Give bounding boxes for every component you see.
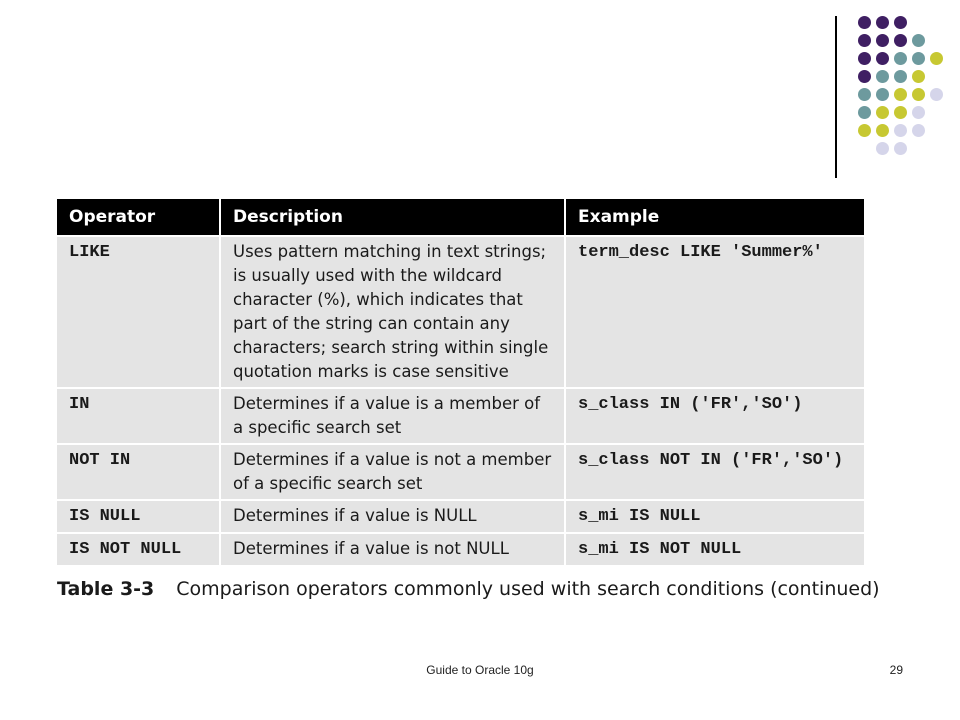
decorative-dot (858, 106, 871, 119)
table-caption (57, 578, 917, 600)
decorative-dot (876, 88, 889, 101)
example-cell: s_class IN ('FR','SO') (565, 388, 864, 444)
decorative-dot (912, 88, 925, 101)
example-cell: s_class NOT IN ('FR','SO') (565, 444, 864, 500)
decorative-dot (876, 70, 889, 83)
decorative-dot (912, 52, 925, 65)
decorative-dot (894, 142, 907, 155)
header-operator: Operator (57, 199, 220, 236)
page-number: 29 (889, 663, 903, 677)
decorative-dot (876, 52, 889, 65)
decorative-dot (876, 106, 889, 119)
table-row (57, 236, 864, 388)
description-cell: Uses pattern matching in text strings; is usually used with the wildcard character (%), which indicates that part of the string can contain any characters; search string within single quotation marks is case sensitive (220, 236, 565, 388)
caption-label: Table 3-3 (57, 578, 155, 600)
decorative-dot (858, 52, 871, 65)
decorative-dot (930, 52, 943, 65)
decorative-dot (858, 124, 871, 137)
decorative-dot (912, 106, 925, 119)
description-cell: Determines if a value is not NULL (220, 533, 565, 565)
decorative-dot (912, 124, 925, 137)
table-row (57, 388, 864, 444)
decorative-dot (858, 34, 871, 47)
decorative-dot (894, 52, 907, 65)
table-row (57, 533, 864, 565)
table-row (57, 444, 864, 500)
operator-cell: IS NULL (57, 500, 220, 533)
table-row (57, 500, 864, 533)
description-cell: Determines if a value is a member of a specific search set (220, 388, 565, 444)
description-cell: Determines if a value is not a member of a specific search set (220, 444, 565, 500)
decorative-dot (894, 16, 907, 29)
operator-cell: IS NOT NULL (57, 533, 220, 565)
decorative-dot (876, 124, 889, 137)
decorative-dot (876, 16, 889, 29)
caption-text: Comparison operators commonly used with search conditions (continued) (176, 578, 880, 600)
decorative-dot (894, 88, 907, 101)
table-header-row (57, 199, 864, 236)
header-description: Description (220, 199, 565, 236)
decorative-dot (894, 106, 907, 119)
decorative-dot (876, 142, 889, 155)
decorative-vertical-line (835, 16, 837, 178)
example-cell: term_desc LIKE 'Summer%' (565, 236, 864, 388)
comparison-operators-table (57, 199, 864, 565)
decorative-dot (912, 70, 925, 83)
decorative-dot (930, 88, 943, 101)
example-cell: s_mi IS NOT NULL (565, 533, 864, 565)
decorative-dot (912, 34, 925, 47)
description-cell: Determines if a value is NULL (220, 500, 565, 533)
decorative-dot (894, 124, 907, 137)
example-cell: s_mi IS NULL (565, 500, 864, 533)
operator-cell: IN (57, 388, 220, 444)
header-example: Example (565, 199, 864, 236)
decorative-dot (894, 34, 907, 47)
operator-cell: NOT IN (57, 444, 220, 500)
decorative-dot (858, 70, 871, 83)
footer-title: Guide to Oracle 10g (426, 663, 534, 677)
operator-cell: LIKE (57, 236, 220, 388)
decorative-dot (858, 16, 871, 29)
decorative-dot (894, 70, 907, 83)
decorative-dot (876, 34, 889, 47)
decorative-dot (858, 88, 871, 101)
